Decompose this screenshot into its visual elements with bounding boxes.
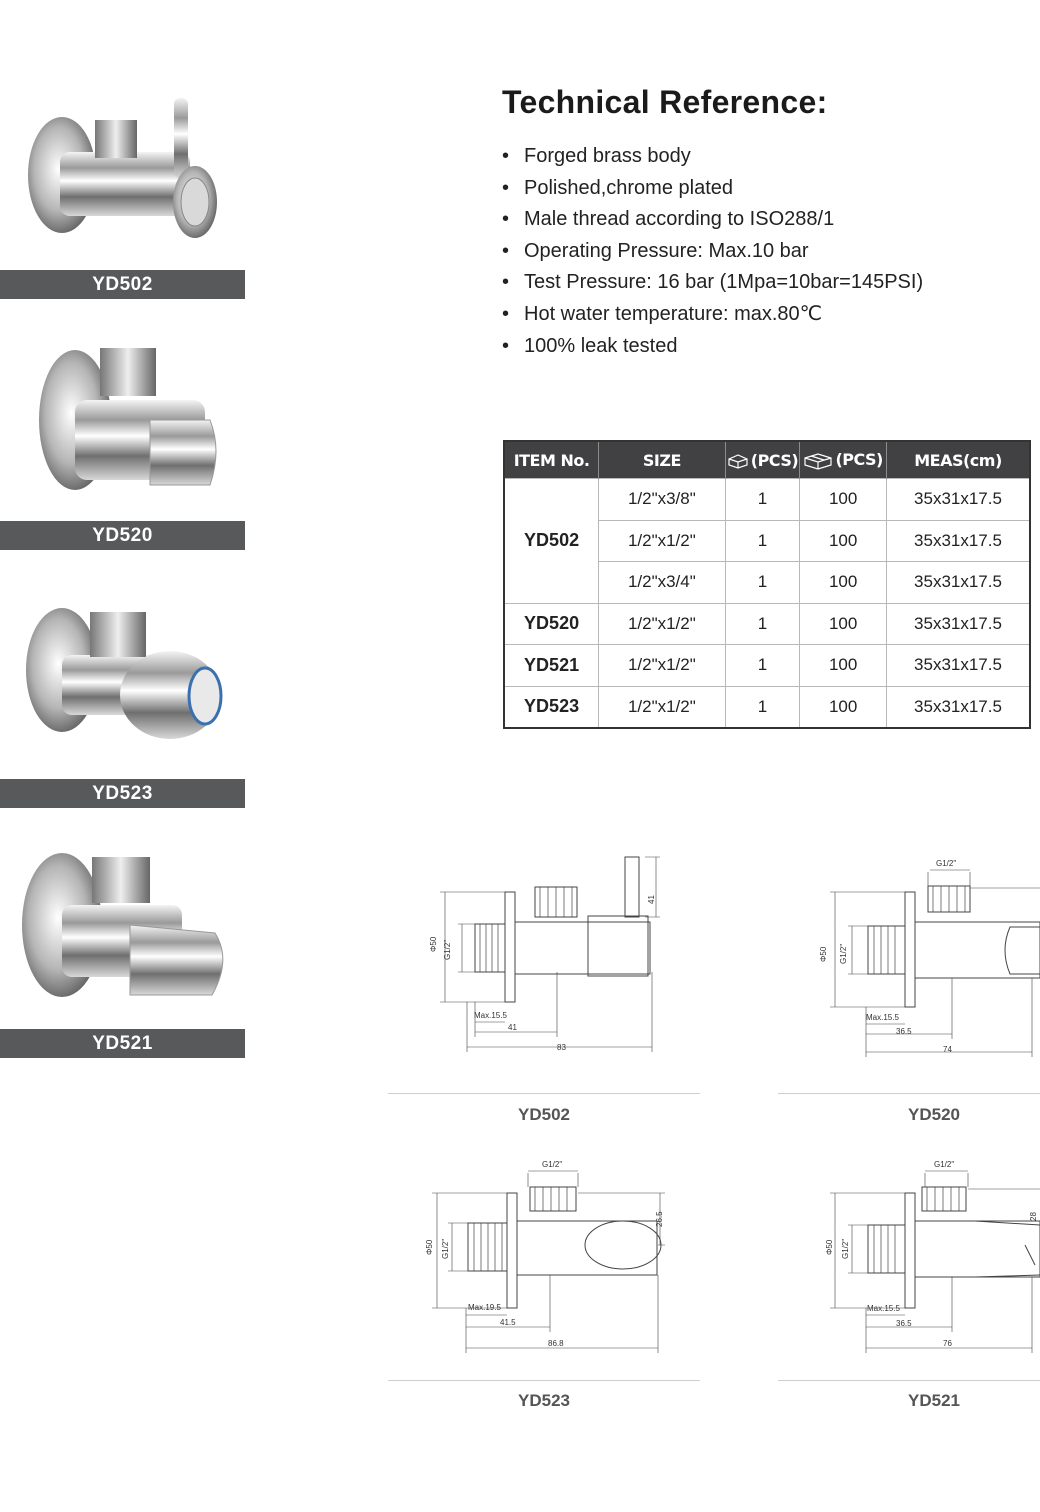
outlet-thread (922, 1187, 966, 1211)
technical-title: Technical Reference: (502, 84, 828, 120)
wall-plate (507, 1193, 517, 1308)
valve-photo-yd520 (0, 340, 245, 500)
size-cell: 1/2"x3/4" (599, 562, 725, 604)
product-yd521 (0, 845, 245, 1060)
valve-body (915, 922, 1040, 978)
meas-cell: 35x31x17.5 (886, 686, 1030, 728)
small-box-icon (727, 453, 749, 469)
meas-cell: 35x31x17.5 (886, 479, 1030, 521)
svg-text:G1/2": G1/2" (839, 943, 848, 964)
svg-text:G1/2": G1/2" (443, 939, 452, 960)
outer-cell: 100 (800, 562, 887, 604)
feature-list (502, 141, 923, 362)
product-label: YD502 (0, 270, 245, 299)
inner-cell: 1 (725, 603, 800, 645)
drawing-label: YD521 (908, 1391, 960, 1410)
drawing-divider (388, 1093, 700, 1094)
drawing-label: YD502 (518, 1105, 570, 1124)
outer-cell: 100 (800, 479, 887, 521)
valve-body (915, 1221, 1040, 1277)
drawing-yd502 (420, 852, 670, 1057)
size-cell: 1/2"x3/8" (599, 479, 725, 521)
table-row (504, 479, 1030, 521)
svg-text:G1/2": G1/2" (841, 1238, 850, 1259)
inlet-thread (868, 926, 905, 974)
inner-cell: 1 (725, 520, 800, 562)
svg-text:36.5: 36.5 (896, 1027, 912, 1036)
size-cell: 1/2"x1/2" (599, 520, 725, 562)
svg-text:Φ50: Φ50 (825, 1239, 834, 1255)
handle-cap (585, 1221, 661, 1269)
size-cell: 1/2"x1/2" (599, 603, 725, 645)
drawing-yd523 (420, 1155, 680, 1355)
product-label: YD521 (0, 1029, 245, 1058)
svg-text:41.5: 41.5 (500, 1318, 516, 1327)
svg-text:36.5: 36.5 (896, 1319, 912, 1328)
table-row (504, 603, 1030, 645)
meas-cell: 35x31x17.5 (886, 562, 1030, 604)
valve-photo-yd502 (0, 90, 245, 265)
svg-text:Φ50: Φ50 (819, 946, 828, 962)
outlet-thread (530, 1187, 576, 1211)
svg-text:86.8: 86.8 (548, 1339, 564, 1348)
meas-cell: 35x31x17.5 (886, 520, 1030, 562)
meas-cell: 35x31x17.5 (886, 603, 1030, 645)
svg-text:41: 41 (508, 1023, 517, 1032)
svg-text:Max.19.5: Max.19.5 (468, 1303, 501, 1312)
outer-cell: 100 (800, 603, 887, 645)
inner-cell: 1 (725, 562, 800, 604)
outer-cell: 100 (800, 686, 887, 728)
valve-body (517, 1221, 657, 1275)
inner-cell: 1 (725, 479, 800, 521)
svg-text:28: 28 (1029, 1212, 1038, 1221)
item-cell: YD523 (504, 686, 599, 728)
svg-text:Φ50: Φ50 (429, 936, 438, 952)
table-header-row (504, 441, 1030, 479)
item-cell: YD521 (504, 645, 599, 687)
svg-text:Max.15.5: Max.15.5 (866, 1013, 899, 1022)
feature-item: • Test Pressure: 16 bar (1Mpa=10bar=145PSI) (502, 271, 924, 294)
svg-text:G1/2": G1/2" (441, 1238, 450, 1259)
drawing-yd520 (810, 852, 1040, 1057)
header-meas: MEAS(cm) (886, 441, 1030, 479)
svg-text:Max.15.5: Max.15.5 (867, 1304, 900, 1313)
product-yd523 (0, 600, 245, 810)
valve-body (515, 922, 650, 974)
size-cell: 1/2"x1/2" (599, 645, 725, 687)
feature-item: • Polished,chrome plated (502, 176, 734, 199)
svg-text:83: 83 (557, 1043, 566, 1052)
valve-photo-yd523 (0, 600, 245, 770)
wall-plate (905, 1193, 915, 1308)
header-size: SIZE (599, 441, 725, 479)
handle-cap (588, 916, 648, 976)
size-cell: 1/2"x1/2" (599, 686, 725, 728)
feature-item: • 100% leak tested (502, 334, 678, 357)
inlet-thread (475, 924, 505, 972)
feature-item: • Male thread according to ISO288/1 (502, 208, 835, 231)
product-label: YD523 (0, 779, 245, 808)
outer-cell: 100 (800, 520, 887, 562)
svg-text:41: 41 (647, 895, 656, 904)
svg-text:76: 76 (943, 1339, 952, 1348)
valve-photo-yd521 (0, 845, 245, 1005)
inlet-thread (868, 1225, 905, 1273)
drawing-divider (778, 1093, 1040, 1094)
outer-cell: 100 (800, 645, 887, 687)
header-item: ITEM No. (504, 441, 599, 479)
feature-item: • Operating Pressure: Max.10 bar (502, 239, 809, 262)
wall-plate (505, 892, 515, 1002)
item-cell: YD502 (504, 479, 599, 604)
svg-text:G1/2": G1/2" (936, 859, 957, 868)
header-outer-box: (PCS) (800, 441, 887, 479)
drawing-label: YD520 (908, 1105, 960, 1124)
table-row (504, 645, 1030, 687)
lever-handle (625, 857, 639, 917)
drawing-divider (388, 1380, 700, 1381)
feature-item: • Forged brass body (502, 145, 691, 167)
svg-text:G1/2": G1/2" (542, 1160, 563, 1169)
inner-cell: 1 (725, 645, 800, 687)
product-label: YD520 (0, 521, 245, 550)
svg-text:74: 74 (943, 1045, 952, 1054)
spec-table (503, 440, 1031, 729)
wall-plate (905, 892, 915, 1007)
item-cell: YD520 (504, 603, 599, 645)
product-yd520 (0, 340, 245, 550)
inner-cell: 1 (725, 686, 800, 728)
carton-box-icon (803, 452, 833, 470)
svg-text:Φ50: Φ50 (425, 1239, 434, 1255)
feature-item: • Hot water temperature: max.80℃ (502, 302, 823, 325)
handle-cap (1005, 927, 1040, 974)
handle-cap (975, 1221, 1040, 1277)
drawing-divider (778, 1380, 1040, 1381)
drawing-label: YD523 (518, 1391, 570, 1410)
table-row (504, 686, 1030, 728)
svg-text:Max.15.5: Max.15.5 (474, 1011, 507, 1020)
meas-cell: 35x31x17.5 (886, 645, 1030, 687)
svg-text:G1/2": G1/2" (934, 1160, 955, 1169)
drawing-yd521 (810, 1155, 1040, 1355)
svg-text:26.5: 26.5 (655, 1211, 664, 1227)
product-yd502 (0, 90, 245, 300)
header-inner-box: (PCS) (725, 441, 800, 479)
